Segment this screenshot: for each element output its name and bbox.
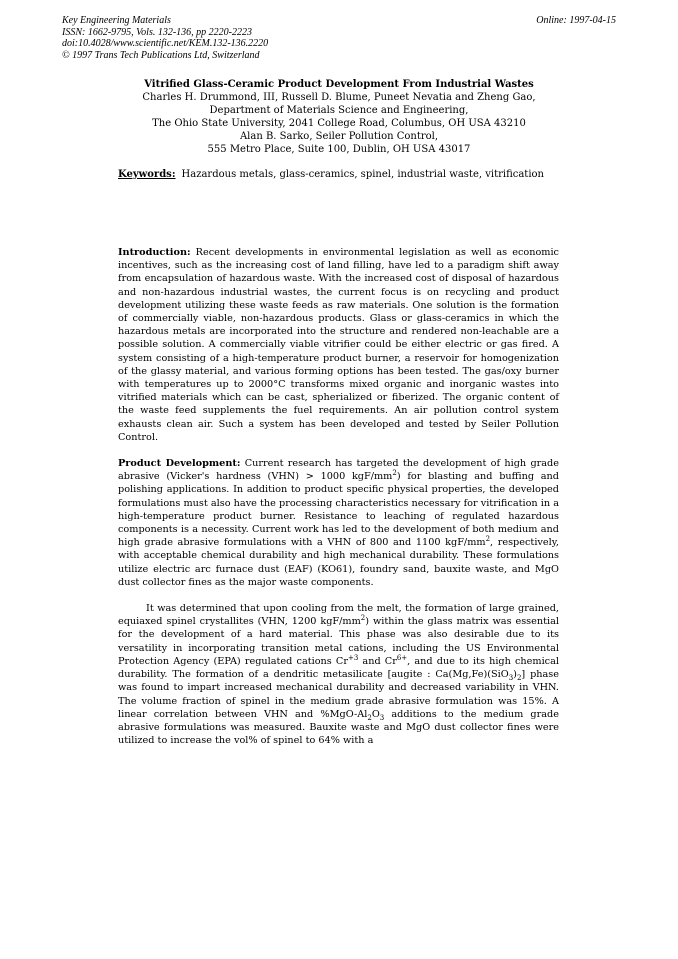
affiliation-line: The Ohio State University, 2041 College Road, Columbus, OH USA 43210	[152, 118, 526, 129]
keywords	[118, 169, 544, 180]
doi-line: doi:10.4028/www.scientific.net/KEM.132-136.2220	[62, 38, 269, 49]
text-run: and Cr	[358, 655, 397, 667]
text-run: , respectively, with acceptable chemical durability and high mechanical durability. These formulations utilize electric arc furnace dust (EAF) (KO61), foundry sand, bauxite waste, and MgO dust collector fines as the major waste components.	[118, 537, 559, 588]
text-run: )	[513, 669, 517, 681]
text-run: additions to the medium grade abrasive formulations was measured. Bauxite waste and MgO dust collector fines were utilized to increase the vol% of spinel to 64% with a	[118, 708, 559, 747]
journal-info	[62, 15, 268, 61]
text-run: ) for blasting and buffing and polishing applications. In addition to product specific physical properties, the developed formulations must also have the processing characteristics necessary for vitrification in a high-temperature product burner. Resistance to leaching of regulated hazardous components is a necessity. Current work has led to the development of both medium and high grade abrasive formulations with a VHN of 800 and 1100 kgF/mm	[118, 471, 560, 549]
text-run: It was determined that upon cooling from the melt, the formation of large grained, equiaxed spinel crystallites (VHN, 1200 kgF/mm	[118, 603, 559, 628]
superscript: 2	[392, 469, 397, 478]
product-development-paragraph	[118, 457, 559, 589]
subscript: 2	[367, 713, 372, 722]
superscript: 6+	[396, 653, 408, 662]
subscript: 3	[379, 713, 385, 722]
subscript: 2	[516, 674, 522, 683]
spinel-paragraph	[118, 602, 559, 747]
keywords-label: Keywords:	[118, 169, 176, 180]
text-run: , and due to its high chemical durability. The formation of a dendritic metasilicate [augite : Ca(Mg,Fe)(SiO	[118, 655, 559, 681]
author-line: Charles H. Drummond, III, Russell D. Blume, Puneet Nevatia and Zheng Gao,	[142, 92, 536, 103]
paper-title: Vitrified Glass-Ceramic Product Development From Industrial Wastes	[144, 79, 534, 90]
affiliation-line: 555 Metro Place, Suite 100, Dublin, OH USA 43017	[207, 144, 471, 155]
introduction-text: Recent developments in environmental legislation as well as economic incentives, such as the increasing cost of land filling, have led to a paradigm shift away from encapsulation of hazardous waste. With the increased cost of disposal of hazardous and non-hazardous industrial wastes, the current focus is on recycling and product development utilizing these waste feeds as raw materials. One solution is the formation of commercially viable, non-hazardous products. Glass or glass-ceramics in which the hazardous metals are incorporated into the structure and rendered non-leachable are a possible solution. A commercially viable vitrifier could be either electric or gas fired. A system consisting of a high-temperature product burner, a reservoir for homogenization of the glassy material, and various forming options has been tested. The gas/oxy burner with temperatures up to 2000°C transforms mixed organic and inorganic wastes into vitrified materials which can be cast, spherialized or fiberized. The organic content of the waste feed supplements the fuel requirements. An air pollution control system exhausts clean air. Such a system has been developed and tested by Seiler Pollution Control.	[118, 247, 559, 443]
author-line: Alan B. Sarko, Seiler Pollution Control,	[239, 131, 439, 142]
superscript: +3	[347, 653, 359, 662]
copyright-line: © 1997 Trans Tech Publications Ltd, Switzerland	[62, 49, 260, 61]
title-block	[80, 78, 598, 156]
journal-name: Key Engineering Materials	[62, 15, 171, 26]
affiliation-line: Department of Materials Science and Engineering,	[209, 105, 469, 116]
body-text	[118, 246, 559, 747]
text-run: O	[371, 708, 380, 720]
subscript: 3	[508, 674, 514, 683]
issn-line: ISSN: 1662-9795, Vols. 132-136, pp 2220-2223	[62, 26, 252, 38]
superscript: 2	[485, 535, 491, 544]
introduction-paragraph	[118, 246, 559, 444]
text-run: Current research has targeted the development of high grade abrasive (Vicker's hardness (VHN) > 1000 kgF/mm	[118, 458, 559, 483]
introduction-heading: Introduction:	[118, 247, 191, 258]
product-development-heading: Product Development:	[118, 458, 241, 470]
text-run: ] phase was found to impart increased mechanical durability and decreased variability in VHN. The volume fraction of spinel in the medium grade abrasive formulation was 15%. A linear correlation between VHN and %MgO-Al	[118, 669, 559, 720]
online-date: Online: 1997-04-15	[536, 15, 616, 26]
keywords-text: Hazardous metals, glass-ceramics, spinel, industrial waste, vitrification	[181, 169, 544, 180]
text-run: ) within the glass matrix was essential for the development of a hard material. This phase was also desirable due to its versatility in incorporating transition metal cations, including the US Environmental Protection Agency (EPA) regulated cations Cr	[118, 616, 559, 667]
superscript: 2	[360, 614, 366, 623]
